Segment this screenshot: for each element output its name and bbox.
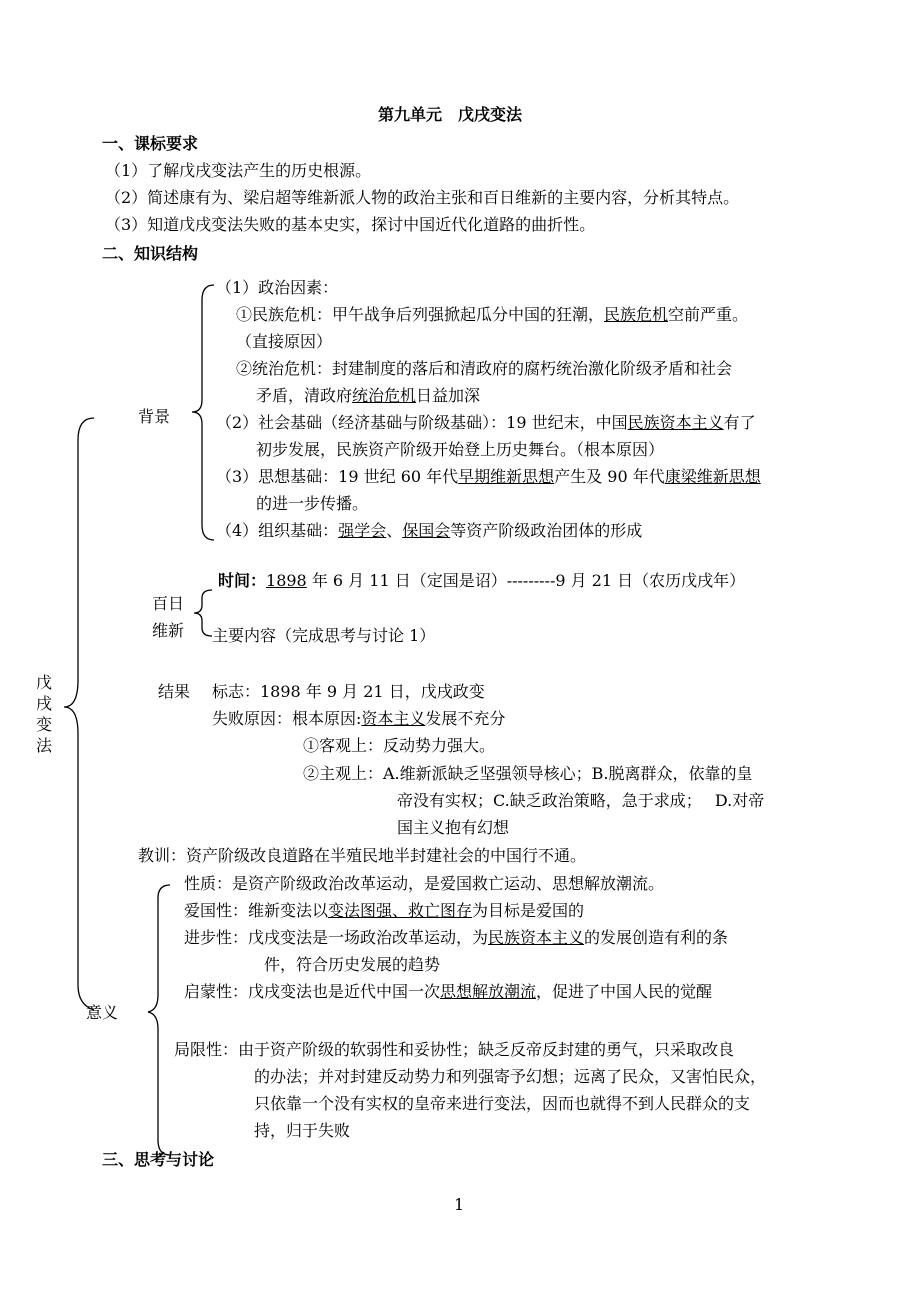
significance-nature: 性质：是资产阶级政治改革运动，是爱国救亡运动、思想解放潮流。 (184, 874, 665, 893)
political-factor-title: （1）政治因素： (216, 278, 339, 297)
significance-patriotic: 爱国性：维新变法以变法图强、救亡图存为目标是爱国的 (184, 901, 585, 920)
significance-label: 意义 (86, 1003, 119, 1022)
section-heading-requirements: 一、课标要求 (102, 134, 199, 153)
hundred-days-brace (194, 590, 212, 636)
ruling-crisis-line2: 矛盾，清政府统治危机日益加深 (256, 386, 481, 405)
social-basis-line2: 初步发展，民族资产阶级开始登上历史舞台。（根本原因） (256, 440, 665, 459)
significance-progressive-2: 件，符合历史发展的趋势 (264, 955, 441, 974)
failure-objective: ①客观上：反动势力强大。 (303, 736, 496, 755)
page-number: 1 (454, 1195, 465, 1214)
organization-basis-line: （4）组织基础：强学会、保国会等资产阶级政治团体的形成 (216, 521, 643, 540)
requirement-2: （2）简述康有为、梁启超等维新派人物的政治主张和百日维新的主要内容，分析其特点。 (105, 188, 740, 207)
root-label: 戊戌变法 (36, 673, 53, 755)
lesson: 教训：资产阶级改良道路在半殖民地半封建社会的中国行不通。 (138, 846, 587, 865)
hundred-days-content: 主要内容（完成思考与讨论 1） (212, 626, 436, 645)
root-brace (64, 418, 94, 1010)
ruling-crisis-line1: ②统治危机：封建制度的落后和清政府的腐朽统治激化阶级矛盾和社会 (236, 359, 733, 378)
significance-limitation-1: 局限性：由于资产阶级的软弱性和妥协性；缺乏反帝反封建的勇气，只采取改良 (174, 1040, 735, 1059)
result-label: 结果 (158, 682, 191, 701)
failure-subjective-1: ②主观上：A.维新派缺乏坚强领导核心；B.脱离群众，依靠的皇 (303, 764, 753, 783)
significance-brace (148, 885, 170, 1155)
requirement-1: （1）了解戊戌变法产生的历史根源。 (105, 161, 372, 180)
ideology-basis-line2: 的进一步传播。 (256, 494, 369, 513)
national-crisis-note: （直接原因） (236, 332, 333, 351)
background-label: 背景 (138, 407, 171, 426)
section-heading-discussion: 三、思考与讨论 (102, 1150, 215, 1169)
failure-subjective-2: 帝没有实权；C.缺乏政治策略，急于求成； D.对帝 (397, 791, 765, 810)
hundred-days-label-1: 百日 (152, 594, 185, 613)
national-crisis-line: ①民族危机：甲午战争后列强掀起瓜分中国的狂潮，民族危机空前严重。 (236, 305, 749, 324)
page-title: 第九单元 戊戌变法 (378, 105, 523, 124)
failure-reason-root: 失败原因：根本原因:资本主义发展不充分 (212, 709, 506, 728)
background-brace (192, 285, 214, 540)
ideology-basis-line1: （3）思想基础：19 世纪 60 年代早期维新思想产生及 90 年代康梁维新思想 (216, 467, 761, 486)
social-basis-line1: （2）社会基础（经济基础与阶级基础）：19 世纪末，中国民族资本主义有了 (216, 413, 756, 432)
section-heading-structure: 二、知识结构 (102, 244, 199, 263)
significance-progressive-1: 进步性：戊戌变法是一场政治改革运动，为民族资本主义的发展创造有利的条 (184, 928, 729, 947)
hundred-days-label-2: 维新 (152, 621, 185, 640)
significance-limitation-3: 只依靠一个没有实权的皇帝来进行变法，因而也就得不到人民群众的支 (254, 1094, 751, 1113)
requirement-3: （3）知道戊戌变法失败的基本史实，探讨中国近代化道路的曲折性。 (105, 215, 596, 234)
result-sign: 标志：1898 年 9 月 21 日，戊戌政变 (212, 682, 485, 701)
failure-subjective-3: 国主义抱有幻想 (397, 818, 510, 837)
significance-limitation-2: 的办法；并对封建反动势力和列强寄予幻想；远离了民众，又害怕民众， (254, 1067, 767, 1086)
hundred-days-time: 时间：1898 年 6 月 11 日（定国是诏）---------9 月 21 日（农历戊戌年） (218, 571, 746, 590)
significance-enlightenment: 启蒙性：戊戌变法也是近代中国一次思想解放潮流，促进了中国人民的觉醒 (184, 982, 713, 1001)
significance-limitation-4: 持，归于失败 (254, 1121, 351, 1140)
